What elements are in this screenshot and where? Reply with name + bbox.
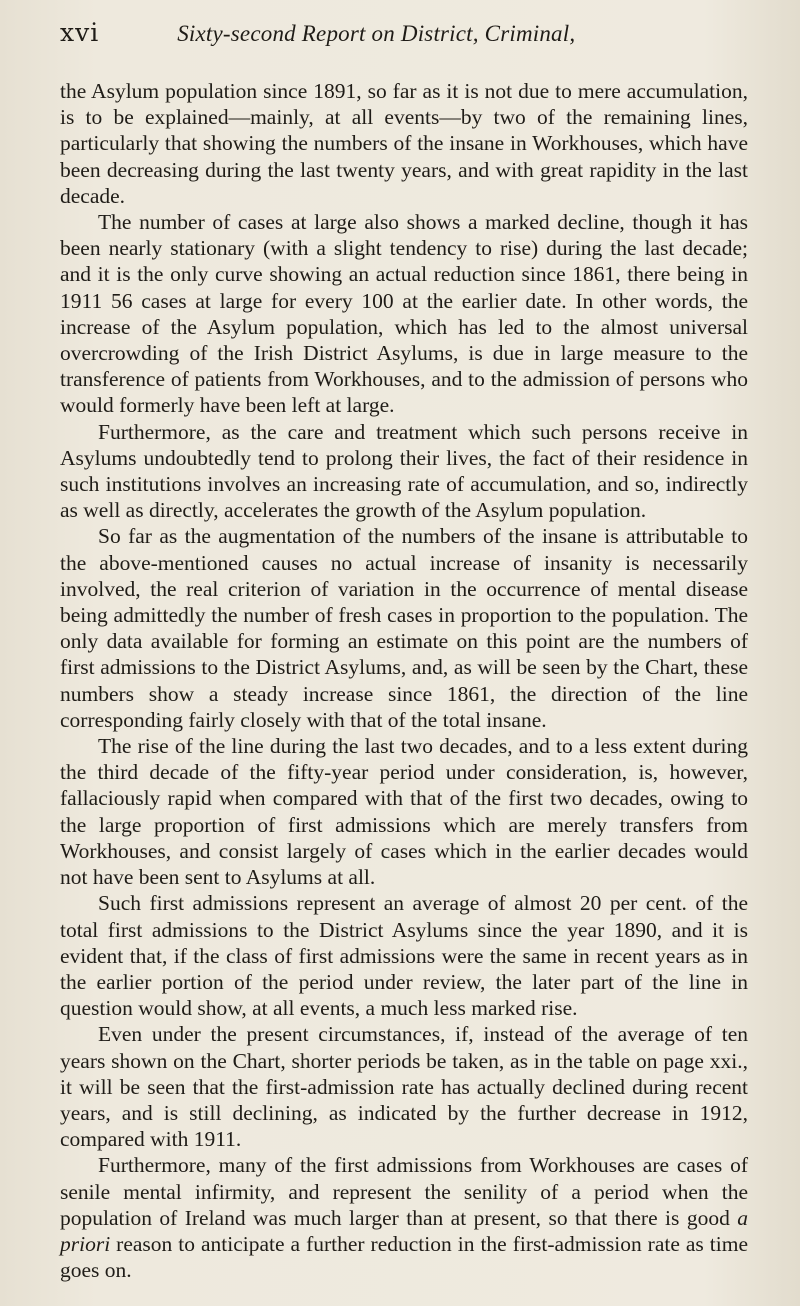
paragraph-text-end: reason to anticipate a further reduction in the first-admission rate as time goes on. xyxy=(60,1231,748,1283)
paragraph-accumulation: Furthermore, as the care and treatment which such persons receive in Asylums undoubtedly tend to prolong their lives, the fact of their residence in such institutions involves an increasing rate of accumulation, and so, indirectly as well as directly, accelerates the growth of the Asylum population. xyxy=(60,419,748,523)
paragraph-text-start: Furthermore, many of the first admissions from Workhouses are cases of senile mental infirmity, and represent the senility of a period when the population of Ireland was much larger than at present, so that there is good xyxy=(60,1153,748,1230)
paragraph-rise-of-line: The rise of the line during the last two decades, and to a less extent during the third decade of the fifty-year period under consideration, is, however, fallaciously rapid when compared with that of the first two decades, owing to the large proportion of first admissions which are merely transfers from Workhouses, and consist largely of cases which in the earlier decades would not have been sent to Asylums at all. xyxy=(60,734,748,890)
italic-phrase: a priori xyxy=(60,1205,748,1256)
paragraph-continued: the Asylum population since 1891, so far as it is not due to mere accumulation, is to be explained—mainly, at all events—by two of the remaining lines, particularly that showing the numbers of the insane in Workhouses, which have been decreasing during the last twenty years, and with great rapidity in the last decade. xyxy=(60,79,748,208)
paragraph-present-circumstances: Even under the present circumstances, if, instead of the average of ten years shown on the Chart, shorter periods be taken, as in the table on page xxi., it will be seen that the first-admission rate has actually declined during recent years, and is still declining, as indicated by the further decrease in 1912, compared with 1911. xyxy=(60,1022,748,1152)
page-number: xvi xyxy=(60,18,100,47)
running-title: Sixty-second Report on District, Criminal, xyxy=(177,21,576,46)
paragraph-cases-at-large: The number of cases at large also shows a marked decline, though it has been nearly stationary (with a slight tendency to rise) during the last decade; and it is the only curve showing an actual reduction since 1861, there being in 1911 56 cases at large for every 100 at the earlier date. In other words, the increase of the Asylum population, which has led to the almost universal overcrowding of the Irish District Asylums, is due in large measure to the transference of patients from Workhouses, and to the admission of persons who would formerly have been left at large. xyxy=(60,210,748,418)
body-text xyxy=(60,78,748,1283)
paragraph-first-admissions: So far as the augmentation of the numbers of the insane is attributable to the above-mentioned causes no actual increase of insanity is necessarily involved, the real criterion of variation in the occurrence of mental disease being admittedly the number of fresh cases in proportion to the population. The only data available for forming an estimate on this point are the numbers of first admissions to the District Asylums, and, as will be seen by the Chart, these numbers show a steady increase since 1861, the direction of the line corresponding fairly closely with that of the total insane. xyxy=(60,524,748,732)
running-header xyxy=(60,18,748,62)
paragraph-senile-infirmity xyxy=(60,1152,748,1283)
paragraph-average-percent: Such first admissions represent an average of almost 20 per cent. of the total first admissions to the District Asylums since the year 1890, and it is evident that, if the class of first admissions were the same in recent years as in the earlier portion of the period under review, the later part of the line in question would show, at all events, a much less marked rise. xyxy=(60,891,748,1021)
